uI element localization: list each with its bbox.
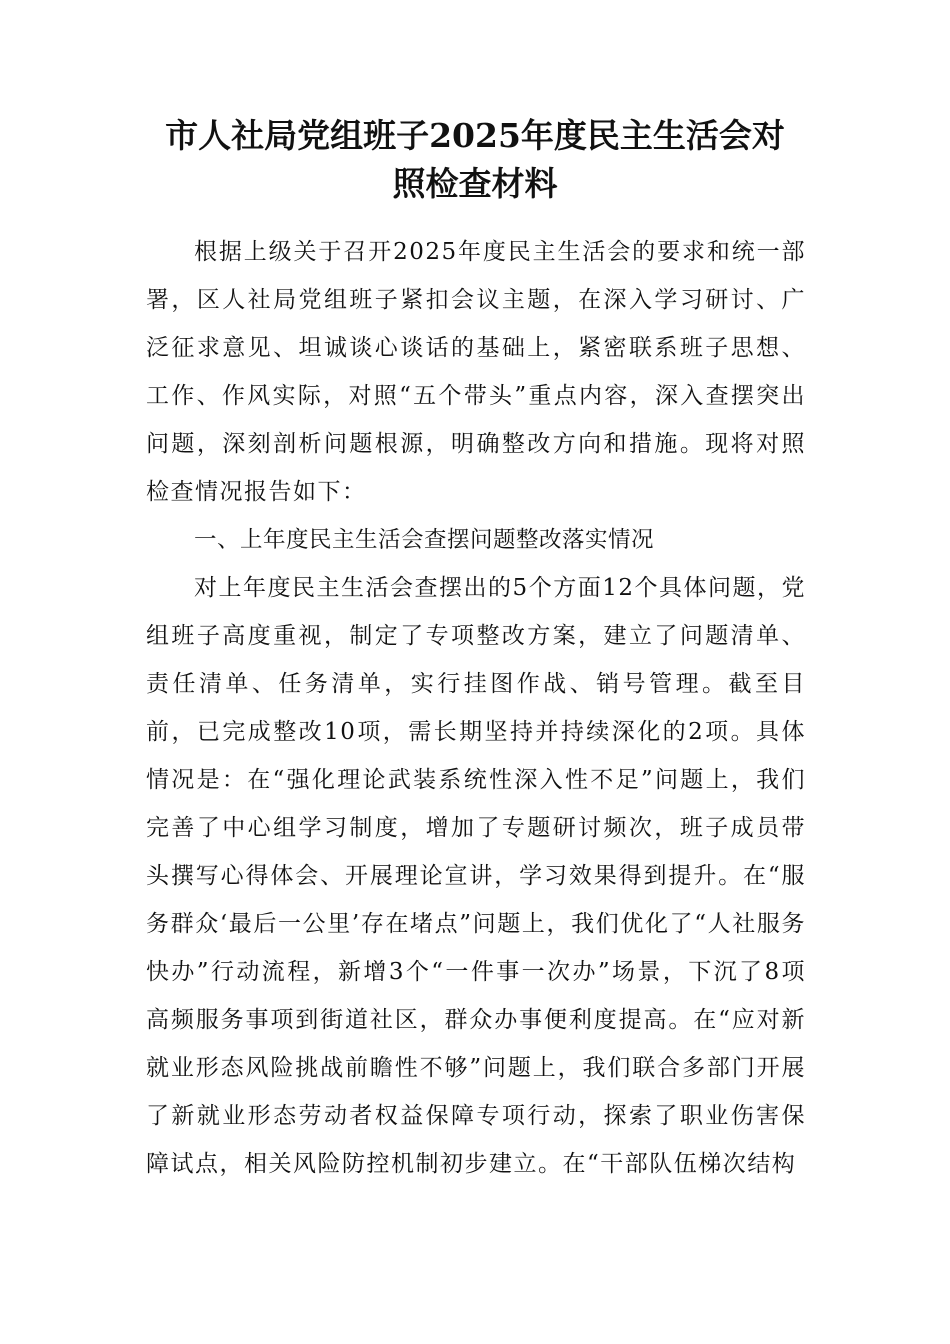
title-line-2: 照检查材料: [392, 164, 558, 203]
section-heading-1: 一、上年度民主生活会查摆问题整改落实情况: [194, 527, 655, 553]
title-line-1: 市人社局党组班子2025年度民主生活会对: [165, 116, 785, 155]
document-body: [146, 228, 806, 1188]
document-title: [130, 112, 820, 208]
section-1-paragraph: 对上年度民主生活会查摆出的5个方面12个具体问题，党组班子高度重视，制定了专项整改方案，建立了问题清单、责任清单、任务清单，实行挂图作战、销号管理。截至目前，已完成整改10项，需长期坚持并持续深化的2项。具体情况是：在“强化理论武装系统性深入性不足”问题上，我们完善了中心组学习制度，增加了专题研讨频次，班子成员带头撰写心得体会、开展理论宣讲，学习效果得到提升。在“服务群众‘最后一公里’存在堵点”问题上，我们优化了“人社服务快办”行动流程，新增3个“一件事一次办”场景，下沉了8项高频服务事项到街道社区，群众办事便利度提高。在“应对新就业形态风险挑战前瞻性不够”问题上，我们联合多部门开展了新就业形态劳动者权益保障专项行动，探索了职业伤害保障试点，相关风险防控机制初步建立。在“干部队伍梯次结构: [146, 575, 806, 1177]
intro-paragraph: 根据上级关于召开2025年度民主生活会的要求和统一部署，区人社局党组班子紧扣会议主题，在深入学习研讨、广泛征求意见、坦诚谈心谈话的基础上，紧密联系班子思想、工作、作风实际，对照“五个带头”重点内容，深入查摆突出问题，深刻剖析问题根源，明确整改方向和措施。现将对照检查情况报告如下：: [146, 239, 806, 505]
